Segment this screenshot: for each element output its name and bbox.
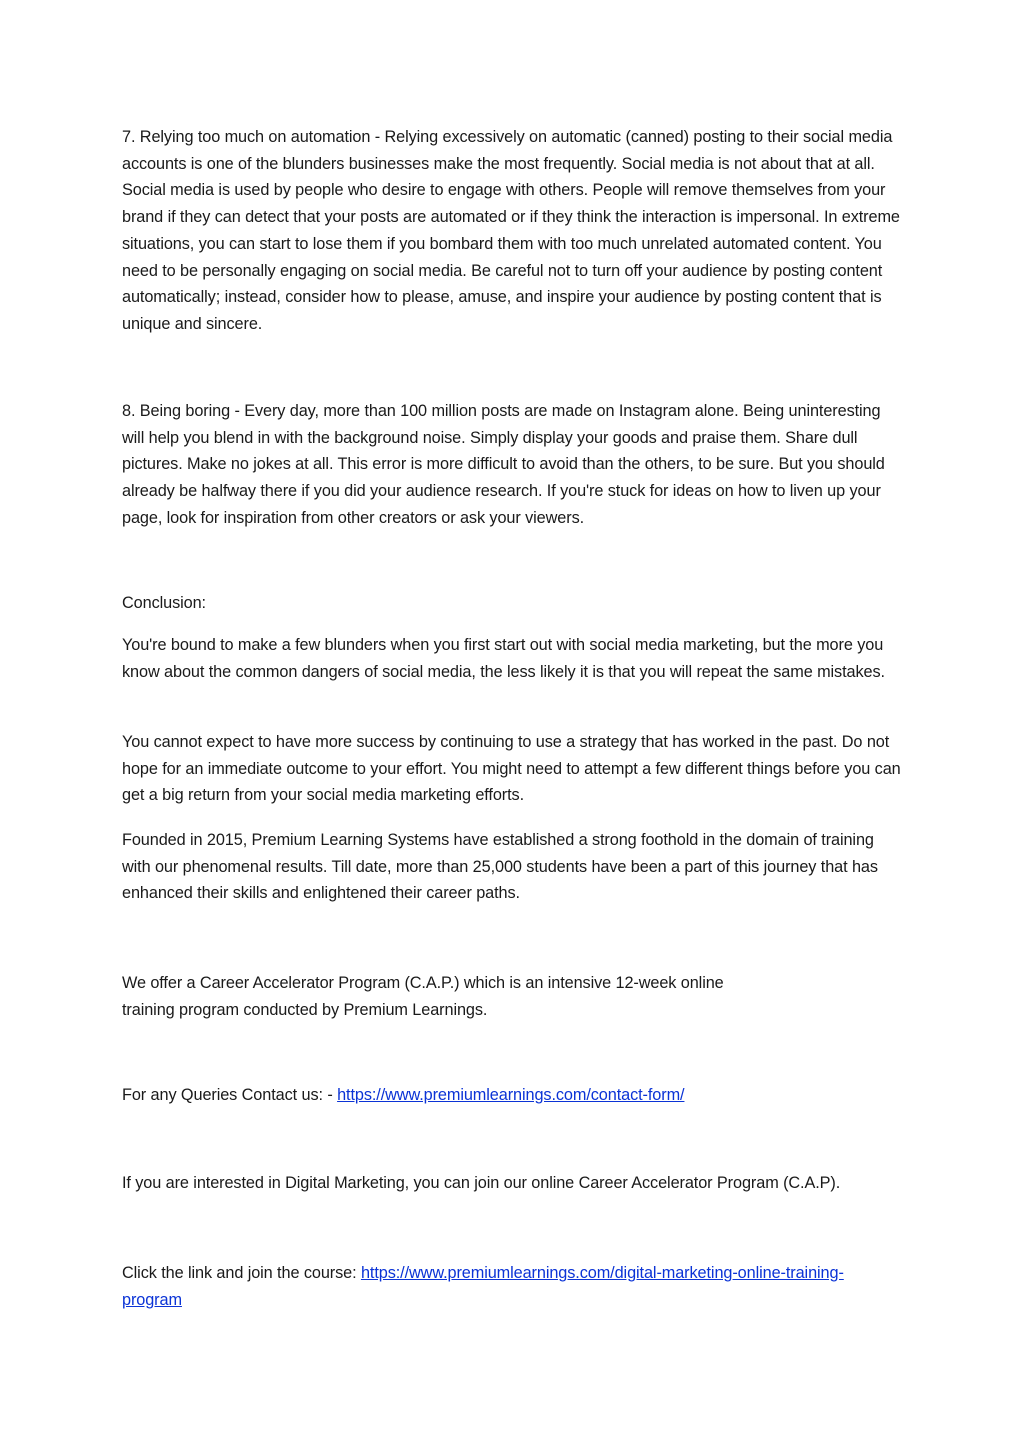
- contact-label: For any Queries Contact us: -: [122, 1086, 338, 1104]
- contact-form-link[interactable]: https://www.premiumlearnings.com/contact-form/: [337, 1086, 685, 1104]
- paragraph-founded: Founded in 2015, Premium Learning Systems have established a strong foothold in the domain of training with our phenomenal results. Till date, more than 25,000 students have been a part of this journey that has enhanced their skills and enlightened their career paths.: [122, 831, 878, 903]
- paragraph-interest: If you are interested in Digital Marketing, you can join our online Career Accelerator Program (C.A.P).: [122, 1174, 841, 1192]
- paragraph-contact: [122, 1082, 902, 1109]
- offer-line-1: We offer a Career Accelerator Program (C.A.P.) which is an intensive 12-week online: [122, 974, 724, 992]
- paragraph-automation: 7. Relying too much on automation - Relying excessively on automatic (canned) posting to their social media accounts is one of the blunders businesses make the most frequently. Social media is not about that at all. Social media is used by people who desire to engage with others. People will remove themselves from your brand if they can detect that your posts are automated or if they think the interaction is impersonal. In extreme situations, you can start to lose them if you bombard them with too much unrelated automated content. You need to be personally engaging on social media. Be careful not to turn off your audience by posting content automatically; instead, consider how to please, amuse, and inspire your audience by posting content that is unique and sincere.: [122, 128, 900, 333]
- paragraph-offer: [122, 970, 902, 1023]
- offer-line-2: training program conducted by Premium Learnings.: [122, 1000, 488, 1019]
- paragraph-conclusion-blunders: You're bound to make a few blunders when you first start out with social media marketing, but the more you know about the common dangers of social media, the less likely it is that you will repeat the same mistakes.: [122, 636, 885, 681]
- paragraph-conclusion-strategy: You cannot expect to have more success by continuing to use a strategy that has worked in the past. Do not hope for an immediate outcome to your effort. You might need to attempt a few different things before you can get a big return from your social media marketing efforts.: [122, 733, 901, 805]
- course-label: Click the link and join the course:: [122, 1264, 361, 1282]
- conclusion-heading: Conclusion:: [122, 594, 206, 612]
- paragraph-being-boring: 8. Being boring - Every day, more than 100 million posts are made on Instagram alone. Being uninteresting will help you blend in with the background noise. Simply display your goods and praise them. Share dull pictures. Make no jokes at all. This error is more difficult to avoid than the others, to be sure. But you should already be halfway there if you did your audience research. If you're stuck for ideas on how to liven up your page, look for inspiration from other creators or ask your viewers.: [122, 402, 885, 527]
- course-link[interactable]: https://www.premiumlearnings.com/digital-marketing-online-training-program: [122, 1264, 844, 1309]
- paragraph-course: [122, 1260, 902, 1313]
